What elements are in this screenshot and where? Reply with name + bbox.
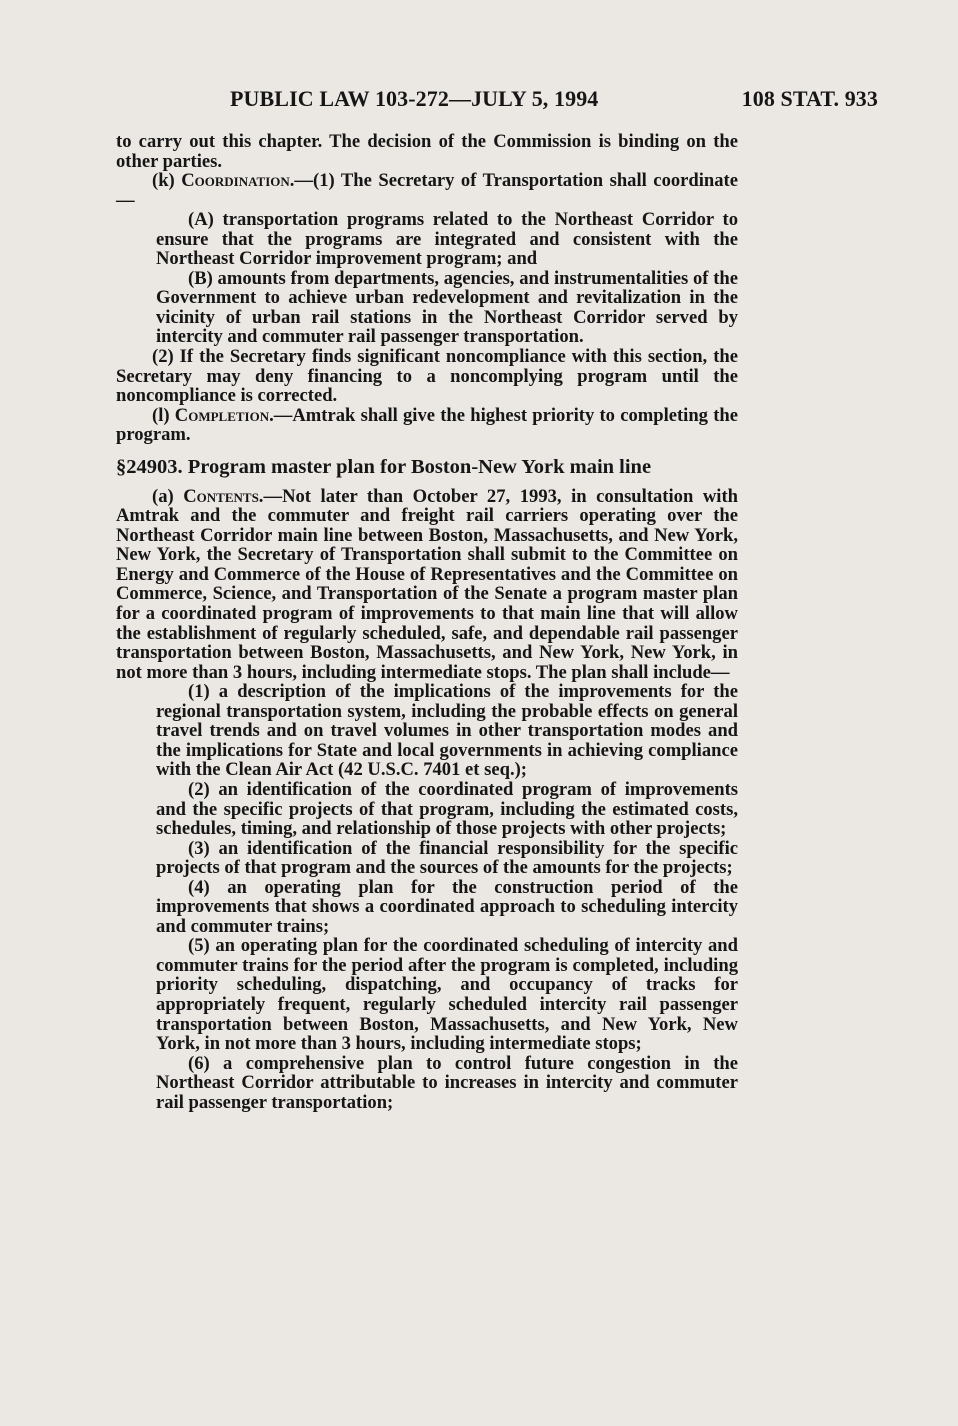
- subsection-text: —Not later than October 27, 1993, in consultation with Amtrak and the commuter and freight rail carriers operating over the Northeast Corridor main line between Boston, Massachusetts, and New York, New York, the Secretary of Transportation shall submit to the Committee on Energy and Commerce of the House of Representatives and the Committee on Commerce, Science, and Transportation of the Senate a program master plan for a coordinated program of improvements to that main line that will allow the establishment of regularly scheduled, safe, and dependable rail passenger transportation between Boston, Massachusetts, and New York, New York, in not more than 3 hours, including intermediate stops. The plan shall include—: [116, 485, 738, 683]
- subsection-label: (a): [152, 485, 184, 507]
- list-item-text: (2) an identification of the coordinated program of improvements and the specific projects of that program, including the estimated costs, schedules, timing, and relationship of those projects with other projects;: [156, 778, 738, 840]
- subsection-text: —(1) The Secretary of Transportation shall coordinate—: [116, 170, 739, 211]
- paragraph-completion: [116, 406, 738, 445]
- body-text: [116, 132, 738, 1112]
- subsection-heading: Completion.: [174, 404, 274, 426]
- list-item-text: (3) an identification of the financial responsibility for the specific projects of that program and the sources of the amounts for the projects;: [156, 837, 738, 879]
- list-item-text: (1) a description of the implications of the improvements for the regional transportation system, including the probable effects on general travel trends and on travel volumes in other transportation modes and the implications for State and local governments in achieving compliance with the Clean Air Act (42 U.S.C. 7401 et seq.);: [156, 681, 738, 781]
- paragraph-coordination: [116, 171, 738, 210]
- subsection-text: —Amtrak shall give the highest priority to completing the program.: [116, 404, 738, 446]
- list-item: [156, 936, 738, 1053]
- subsection-heading: Contents.: [183, 485, 264, 507]
- paragraph-contents: [116, 487, 738, 682]
- list-item: [156, 682, 738, 780]
- subsection-label: (k): [152, 170, 182, 192]
- clause-b-text: (B) amounts from departments, agencies, and instrumentalities of the Government to achieve urban redevelopment and revitalization in the vicinity of urban rail stations in the Northeast Corridor served by intercity and commuter rail passenger transportation.: [156, 267, 738, 348]
- list-item: [156, 780, 738, 839]
- list-item: [156, 878, 738, 937]
- subsection-label: (l): [152, 404, 175, 426]
- subsection-heading: Coordination.: [181, 170, 295, 192]
- list-item-text: (6) a comprehensive plan to control future congestion in the Northeast Corridor attributable to increases in intercity and commuter rail passenger transportation;: [156, 1052, 738, 1113]
- statute-page-number: 108 STAT. 933: [741, 86, 878, 111]
- list-item: [156, 839, 738, 878]
- section-heading: §24903. Program master plan for Boston-New York main line: [116, 455, 652, 478]
- clause-a-text: (A) transportation programs related to the Northeast Corridor to ensure that the programs are integrated and consistent with the Northeast Corridor improvement program; and: [156, 209, 738, 270]
- paragraph-noncompliance: (2) If the Secretary finds significant noncompliance with this section, the Secretary may deny financing to a noncomplying program until the noncompliance is corrected.: [116, 346, 738, 407]
- page-header: [0, 86, 958, 114]
- paragraph-continuation: to carry out this chapter. The decision of the Commission is binding on the other parties.: [116, 131, 738, 172]
- clause-a: [156, 210, 738, 269]
- running-head-title: PUBLIC LAW 103-272—JULY 5, 1994: [230, 86, 599, 111]
- list-item-text: (5) an operating plan for the coordinated scheduling of intercity and commuter trains for the period after the program is completed, including priority scheduling, dispatching, and occupancy of tracks for appropriately frequent, regularly scheduled intercity rail passenger transportation between Boston, Massachusetts, and New York, New York, in not more than 3 hours, including intermediate stops;: [156, 935, 738, 1055]
- list-item: [156, 1054, 738, 1113]
- clause-b: [156, 269, 738, 347]
- list-item-text: (4) an operating plan for the construction period of the improvements that shows a coordinated approach to scheduling intercity and commuter trains;: [156, 876, 738, 937]
